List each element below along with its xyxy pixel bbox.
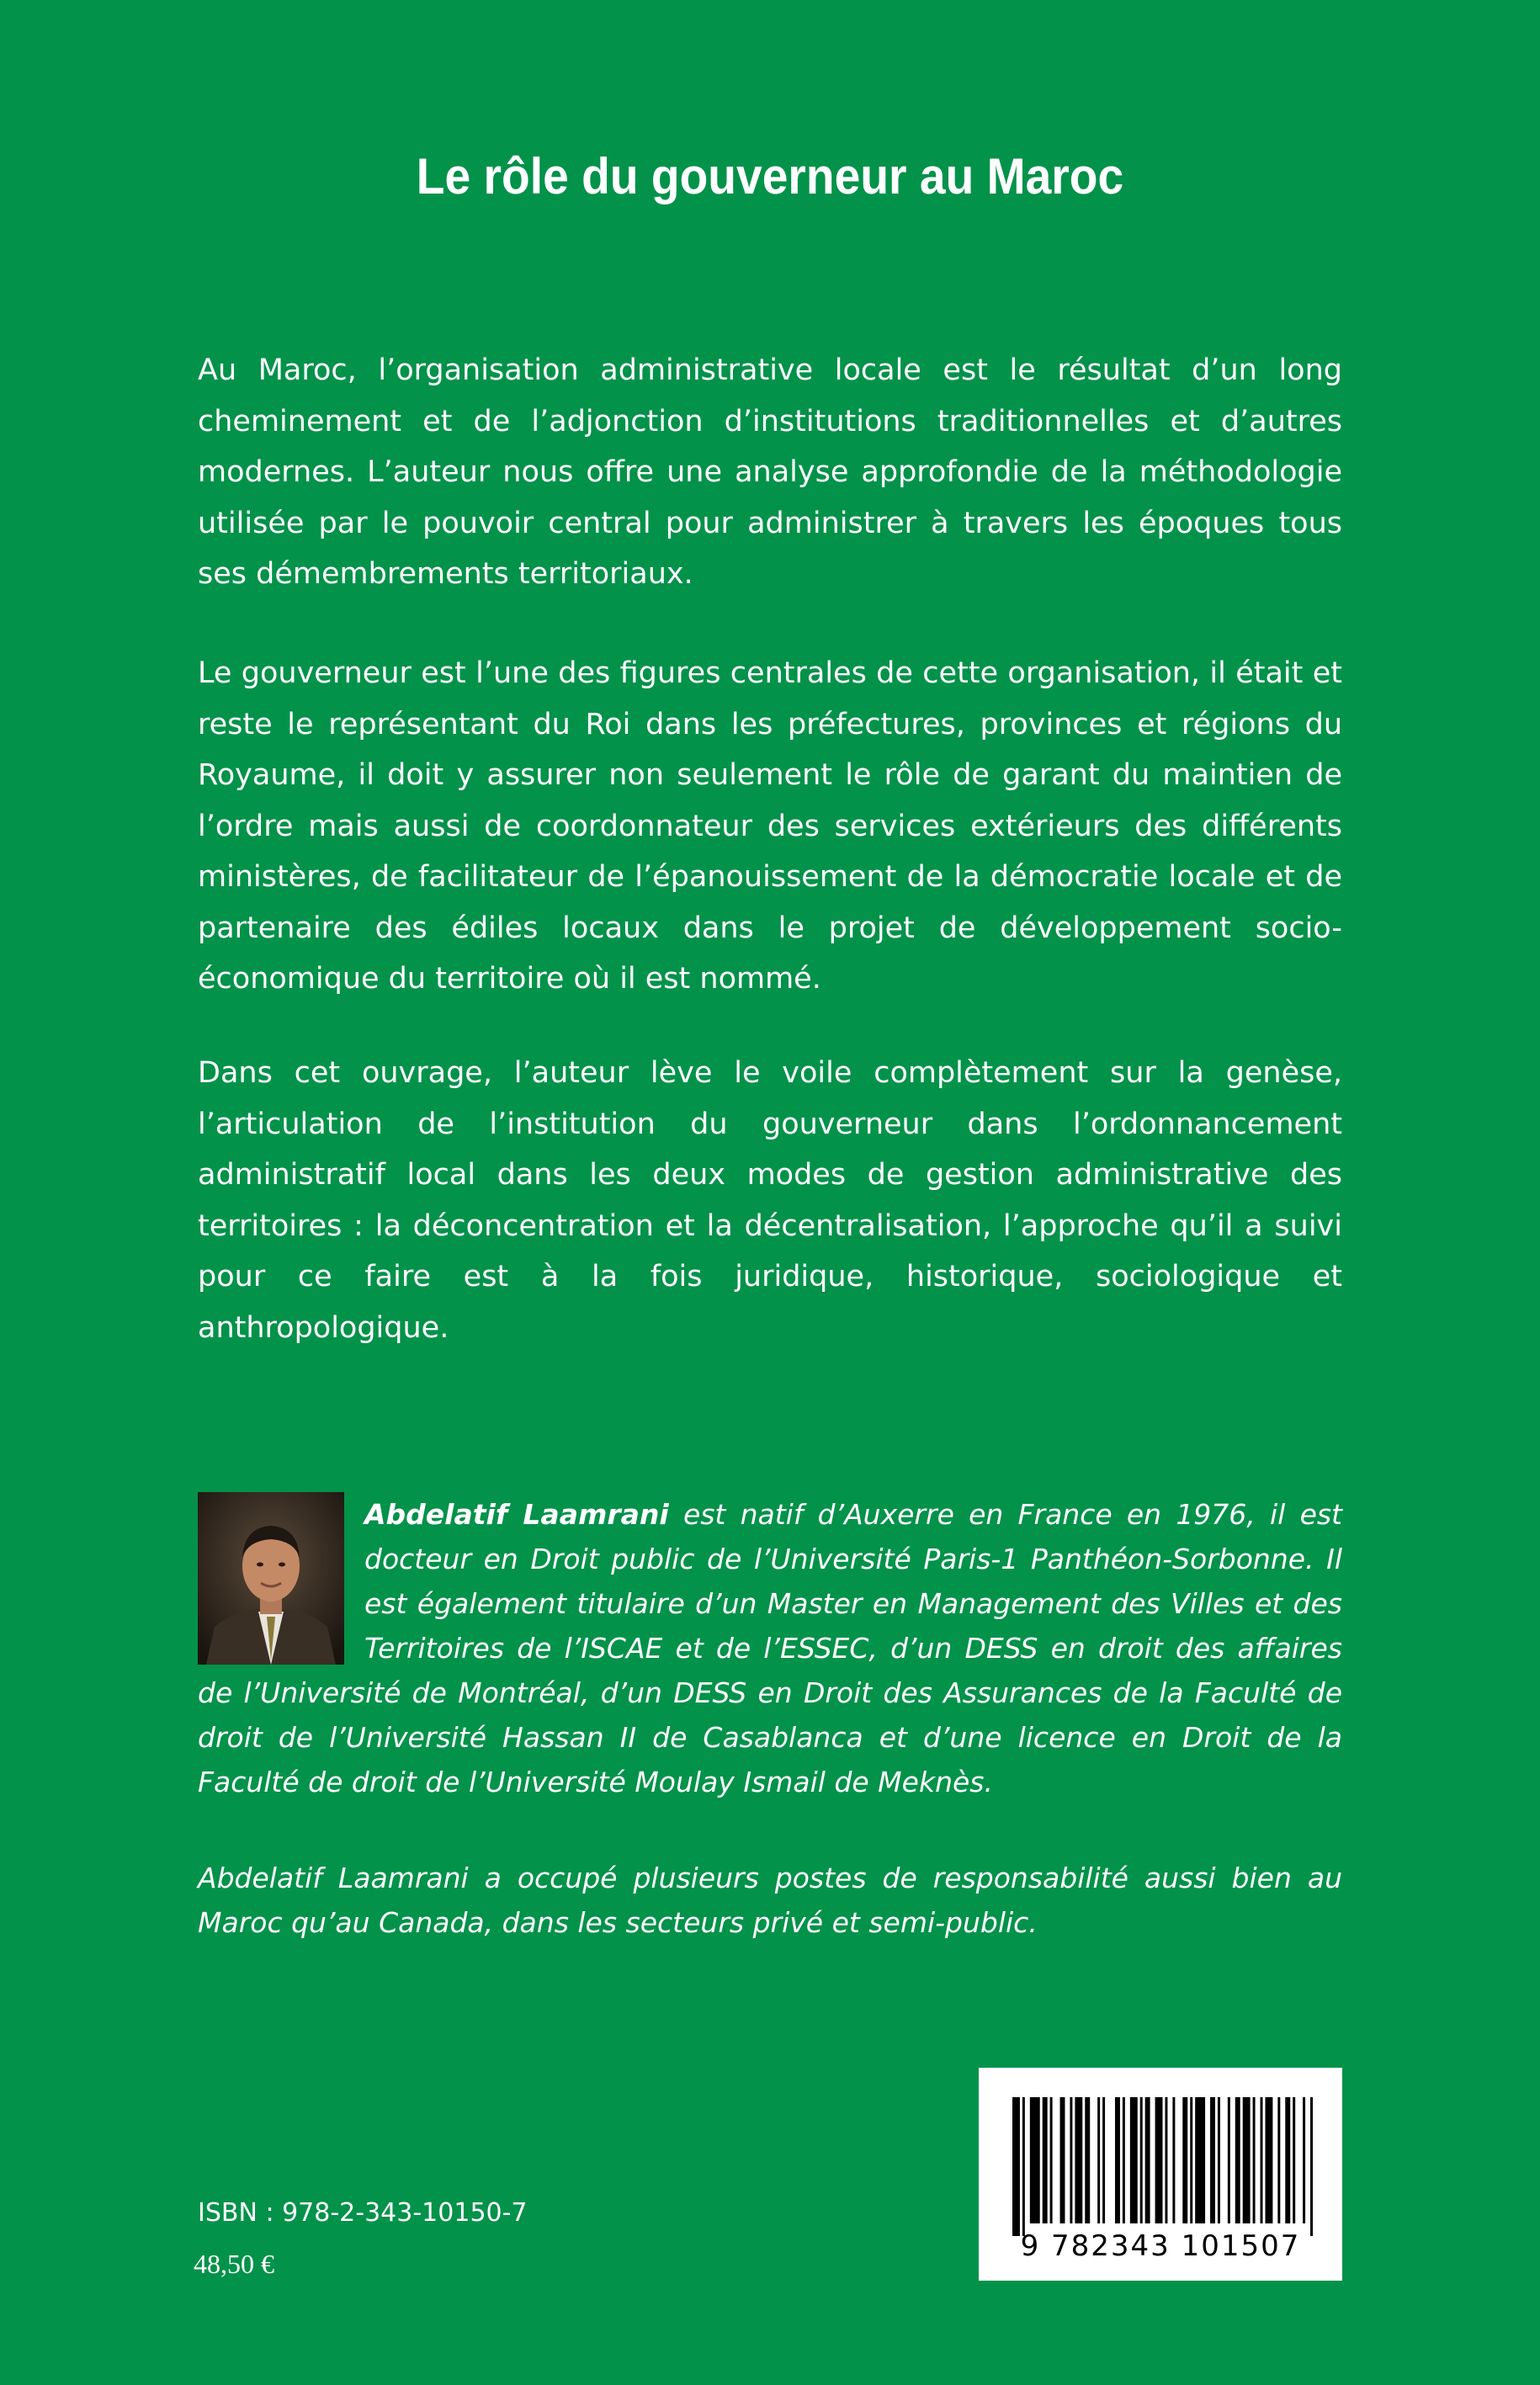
barcode-bar <box>1145 2097 1150 2223</box>
author-bio-text: est natif d’Auxerre en France en 1976, il est docteur en Droit public de l’Université Paris-1 Panthéon-Sorbonne. Il est également titulaire d’un Master en Management des Villes et des Territoires de l’ISCAE et de l’ESSEC, d’un DESS en droit des affaires de l’Université de Montréal, d’un DESS en Droit des Assurances de la Faculté de droit de l’Université Hassan II de Casablanca et d’une licence en Droit de la Faculté de droit de l’Université Moulay Ismail de Meknès. <box>198 1498 1342 1798</box>
barcode-bar <box>1085 2097 1090 2223</box>
barcode-bar <box>1228 2097 1230 2223</box>
barcode-bar <box>1075 2097 1082 2223</box>
paragraph-2: Le gouverneur est l’une des figures centrales de cette organisation, il était et reste le représentant du Roi dans les préfectures, provinces et régions du Royaume, il doit y assurer non seulement le rôle de garant du maintien de l’ordre mais aussi de coordonnateur des services extérieurs des différents ministères, de facilitateur de l’épanouissement de la démocratie locale et de partenaire des édiles locaux dans le projet de développement socio-économique du territoire où il est nommé. <box>198 656 1342 996</box>
book-title: Le rôle du gouverneur au Maroc <box>416 148 1124 205</box>
barcode <box>979 2068 1342 2281</box>
barcode-bar <box>1012 2097 1020 2236</box>
barcode-bar <box>1218 2097 1220 2223</box>
barcode-bar <box>1195 2097 1205 2223</box>
barcode-bar <box>1253 2097 1256 2223</box>
author-bio-2: Abdelatif Laamrani a occupé plusieurs postes de responsabilité aussi bien au Maroc qu’au Canada, dans les secteurs privé et semi-public. <box>198 1862 1342 1939</box>
barcode-bar <box>1097 2097 1100 2223</box>
paragraph-1: Au Maroc, l’organisation administrative locale est le résultat d’un long cheminement et de l’adjonction d’institutions traditionnelles et d’autres modernes. L’auteur nous offre une analyse approfondie de la méthodologie utilisée par le pouvoir central pour administrer à travers les époques tous ses démembrements territoriaux. <box>198 353 1342 591</box>
author-bio <box>198 1492 1342 1804</box>
barcode-bar <box>1155 2097 1163 2223</box>
barcode-bar <box>1050 2097 1053 2223</box>
barcode-bar <box>1182 2097 1187 2223</box>
barcode-bar <box>1285 2097 1290 2223</box>
barcode-bar <box>1243 2097 1251 2223</box>
barcode-bar <box>1265 2097 1272 2223</box>
barcode-bar <box>1043 2097 1048 2223</box>
barcode-bar <box>1140 2097 1143 2223</box>
barcode-bar <box>1030 2097 1040 2223</box>
barcode-bar <box>1235 2097 1240 2223</box>
barcode-bar <box>1130 2097 1138 2223</box>
barcode-bar <box>1190 2097 1192 2223</box>
barcode-bar <box>1060 2097 1065 2223</box>
author-name: Abdelatif Laamrani <box>364 1498 669 1531</box>
barcode-bar <box>1310 2097 1313 2236</box>
barcode-bar <box>1303 2097 1305 2223</box>
isbn: ISBN : 978-2-343-10150-7 <box>198 2198 528 2228</box>
barcode-bar <box>1210 2097 1215 2223</box>
barcode-bar <box>1293 2097 1295 2223</box>
barcode-bar <box>1102 2097 1105 2223</box>
paragraph-3: Dans cet ouvrage, l’auteur lève le voile complètement sur la genèse, l’articulation de l’institution du gouverneur dans l’ordonnancement administratif local dans les deux modes de gestion administrative des territoires : la déconcentration et la décentralisation, l’approche qu’il a suivi pour ce faire est à la fois juridique, historique, sociologique et anthropologique. <box>198 1056 1342 1345</box>
barcode-bar <box>1115 2097 1120 2223</box>
price: 48,50 € <box>194 2249 274 2279</box>
barcode-bar <box>1277 2097 1280 2223</box>
barcode-bar <box>1172 2097 1175 2223</box>
barcode-digits: 9 782343 101507 <box>1020 2229 1301 2263</box>
barcode-bar <box>1070 2097 1072 2223</box>
barcode-bar <box>1022 2097 1025 2236</box>
barcode-bar <box>1123 2097 1125 2223</box>
barcode-bar <box>1165 2097 1167 2223</box>
barcode-bar <box>1261 2097 1263 2223</box>
